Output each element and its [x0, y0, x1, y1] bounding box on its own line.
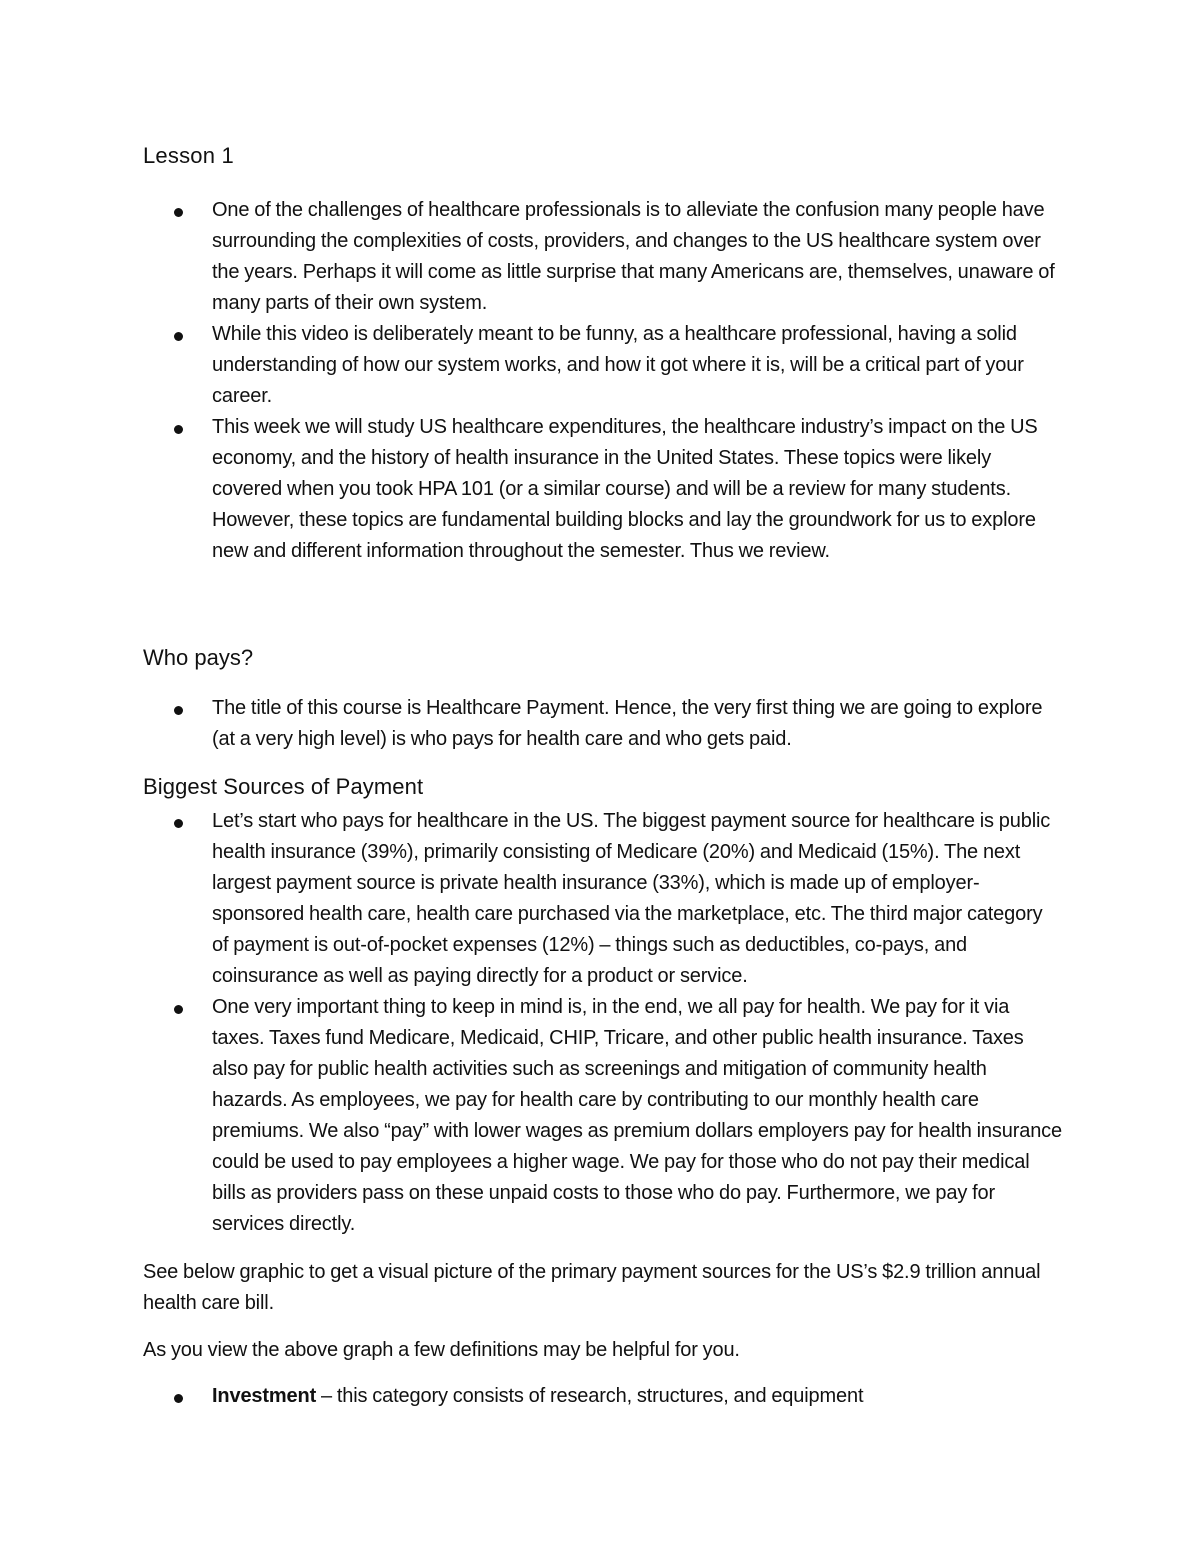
see-below-paragraph: See below graphic to get a visual picture of the primary payment sources for the US’s $2.9 trillion annual health care bill.	[143, 1261, 1041, 1314]
bullet-icon	[174, 425, 183, 434]
who-pays-heading: Who pays?	[143, 645, 254, 670]
definitions-list	[0, 1381, 1062, 1412]
bullet-text: This week we will study US healthcare expenditures, the healthcare industry’s impact on the US economy, and the history of health insurance in the United States. These topics were likely covered when you took HPA 101 (or a similar course) and will be a review for many students. However, these topics are fundamental building blocks and lay the groundwork for us to explore new and different information throughout the semester. Thus we review.	[212, 416, 1038, 562]
biggest-sources-bullet-list	[0, 806, 1062, 1240]
view-graph-paragraph: As you view the above graph a few definitions may be helpful for you.	[143, 1339, 740, 1361]
list-item	[0, 806, 1062, 992]
definition-term: Investment	[212, 1385, 317, 1407]
biggest-sources-heading: Biggest Sources of Payment	[143, 774, 424, 799]
bullet-icon	[174, 208, 183, 217]
bullet-icon	[174, 706, 183, 715]
list-item	[0, 693, 1062, 755]
bullet-icon	[174, 1394, 183, 1403]
list-item	[0, 195, 1062, 319]
list-item	[0, 412, 1062, 567]
bullet-icon	[174, 332, 183, 341]
definition-text: – this category consists of research, structures, and equipment	[316, 1385, 864, 1407]
list-item	[0, 992, 1062, 1240]
definition-item	[0, 1381, 1062, 1412]
who-pays-bullet-list	[0, 693, 1062, 755]
bullet-text: Let’s start who pays for healthcare in the US. The biggest payment source for healthcare is public health insurance (39%), primarily consisting of Medicare (20%) and Medicaid (15%). The next largest payment source is private health insurance (33%), which is made up of employer-sponsored health care, health care purchased via the marketplace, etc. The third major category of payment is out-of-pocket expenses (12%) – things such as deductibles, co-pays, and coinsurance as well as paying directly for a product or service.	[212, 810, 1051, 987]
bullet-text: The title of this course is Healthcare Payment. Hence, the very first thing we are going to explore (at a very high level) is who pays for health care and who gets paid.	[212, 697, 1043, 750]
lesson-heading: Lesson 1	[143, 143, 234, 168]
list-item	[0, 319, 1062, 412]
bullet-icon	[174, 1005, 183, 1014]
bullet-text: One very important thing to keep in mind is, in the end, we all pay for health. We pay for it via taxes. Taxes fund Medicare, Medicaid, CHIP, Tricare, and other public health insurance. Taxes also pay for public health activities such as screenings and mitigation of community health hazards. As employees, we pay for health care by contributing to our monthly health care premiums. We also “pay” with lower wages as premium dollars employers pay for health insurance could be used to pay employees a higher wage. We pay for those who do not pay their medical bills as providers pass on these unpaid costs to those who do pay. Furthermore, we pay for services directly.	[212, 996, 1062, 1235]
lesson-bullet-list	[0, 195, 1062, 567]
bullet-text: While this video is deliberately meant to be funny, as a healthcare professional, having a solid understanding of how our system works, and how it got where it is, will be a critical part of your career.	[212, 323, 1024, 407]
bullet-text: One of the challenges of healthcare professionals is to alleviate the confusion many people have surrounding the complexities of costs, providers, and changes to the US healthcare system over the years. Perhaps it will come as little surprise that many Americans are, themselves, unaware of many parts of their own system.	[212, 199, 1055, 314]
bullet-icon	[174, 819, 183, 828]
